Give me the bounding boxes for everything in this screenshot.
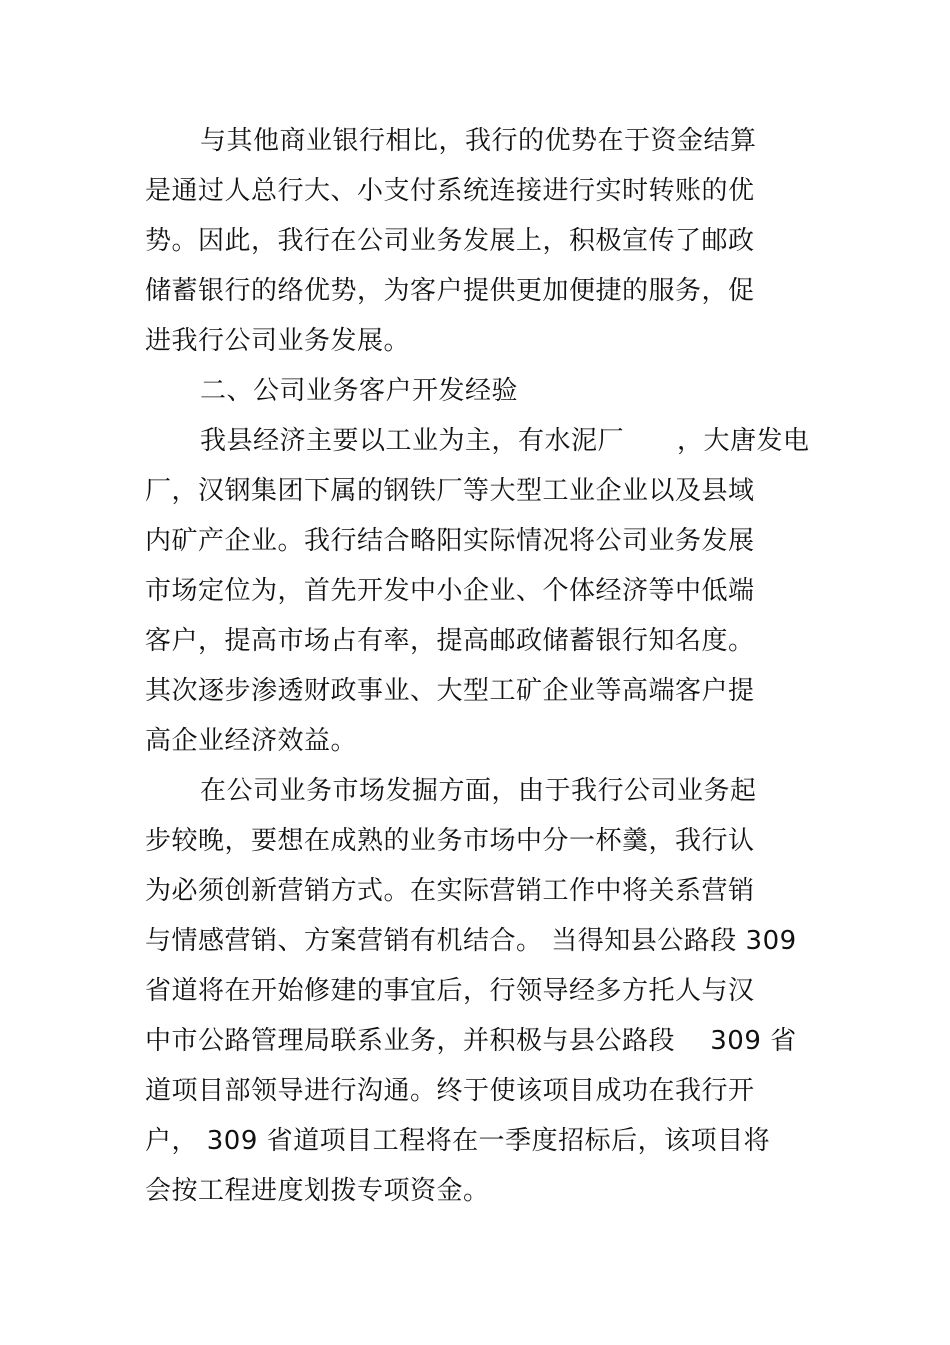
paragraph-3-line-5: 省道将在开始修建的事宜后，行领导经多方托人与汉 bbox=[145, 976, 755, 1006]
paragraph-2-line-7: 高企业经济效益。 bbox=[145, 726, 358, 756]
paragraph-3-line-1: 在公司业务市场发掘方面，由于我行公司业务起 bbox=[200, 776, 757, 806]
paragraph-3-line-4: 与情感营销、方案营销有机结合。 当得知县公路段 309 bbox=[145, 926, 797, 956]
paragraph-1-line-1: 与其他商业银行相比，我行的优势在于资金结算 bbox=[200, 126, 757, 156]
paragraph-1-line-2: 是通过人总行大、小支付系统连接进行实时转账的优 bbox=[145, 176, 755, 206]
paragraph-2-line-3: 内矿产企业。我行结合略阳实际情况将公司业务发展 bbox=[145, 526, 755, 556]
paragraph-2-line-6: 其次逐步渗透财政事业、大型工矿企业等高端客户提 bbox=[145, 676, 755, 706]
paragraph-2-line-4: 市场定位为，首先开发中小企业、个体经济等中低端 bbox=[145, 576, 755, 606]
section-heading: 二、公司业务客户开发经验 bbox=[200, 376, 519, 406]
paragraph-3-line-9: 会按工程进度划拨专项资金。 bbox=[145, 1176, 490, 1206]
paragraph-3-line-3: 为必须创新营销方式。在实际营销工作中将关系营销 bbox=[145, 876, 755, 906]
paragraph-2-line-1: 我县经济主要以工业为主，有水泥厂 ，大唐发电 bbox=[200, 426, 810, 456]
paragraph-3-line-8: 户， 309 省道项目工程将在一季度招标后，该项目将 bbox=[145, 1126, 771, 1156]
paragraph-3-line-6: 中市公路管理局联系业务，并积极与县公路段 309 省 bbox=[145, 1026, 797, 1056]
paragraph-1-line-5: 进我行公司业务发展。 bbox=[145, 326, 411, 356]
paragraph-1-line-3: 势。因此，我行在公司业务发展上，积极宣传了邮政 bbox=[145, 226, 755, 256]
paragraph-3-line-7: 道项目部领导进行沟通。终于使该项目成功在我行开 bbox=[145, 1076, 755, 1106]
paragraph-1-line-4: 储蓄银行的络优势，为客户提供更加便捷的服务，促 bbox=[145, 276, 755, 306]
paragraph-3-line-2: 步较晚，要想在成熟的业务市场中分一杯羹，我行认 bbox=[145, 826, 755, 856]
paragraph-2-line-5: 客户，提高市场占有率，提高邮政储蓄银行知名度。 bbox=[145, 626, 755, 656]
paragraph-2-line-2: 厂，汉钢集团下属的钢铁厂等大型工业企业以及县域 bbox=[145, 476, 755, 506]
